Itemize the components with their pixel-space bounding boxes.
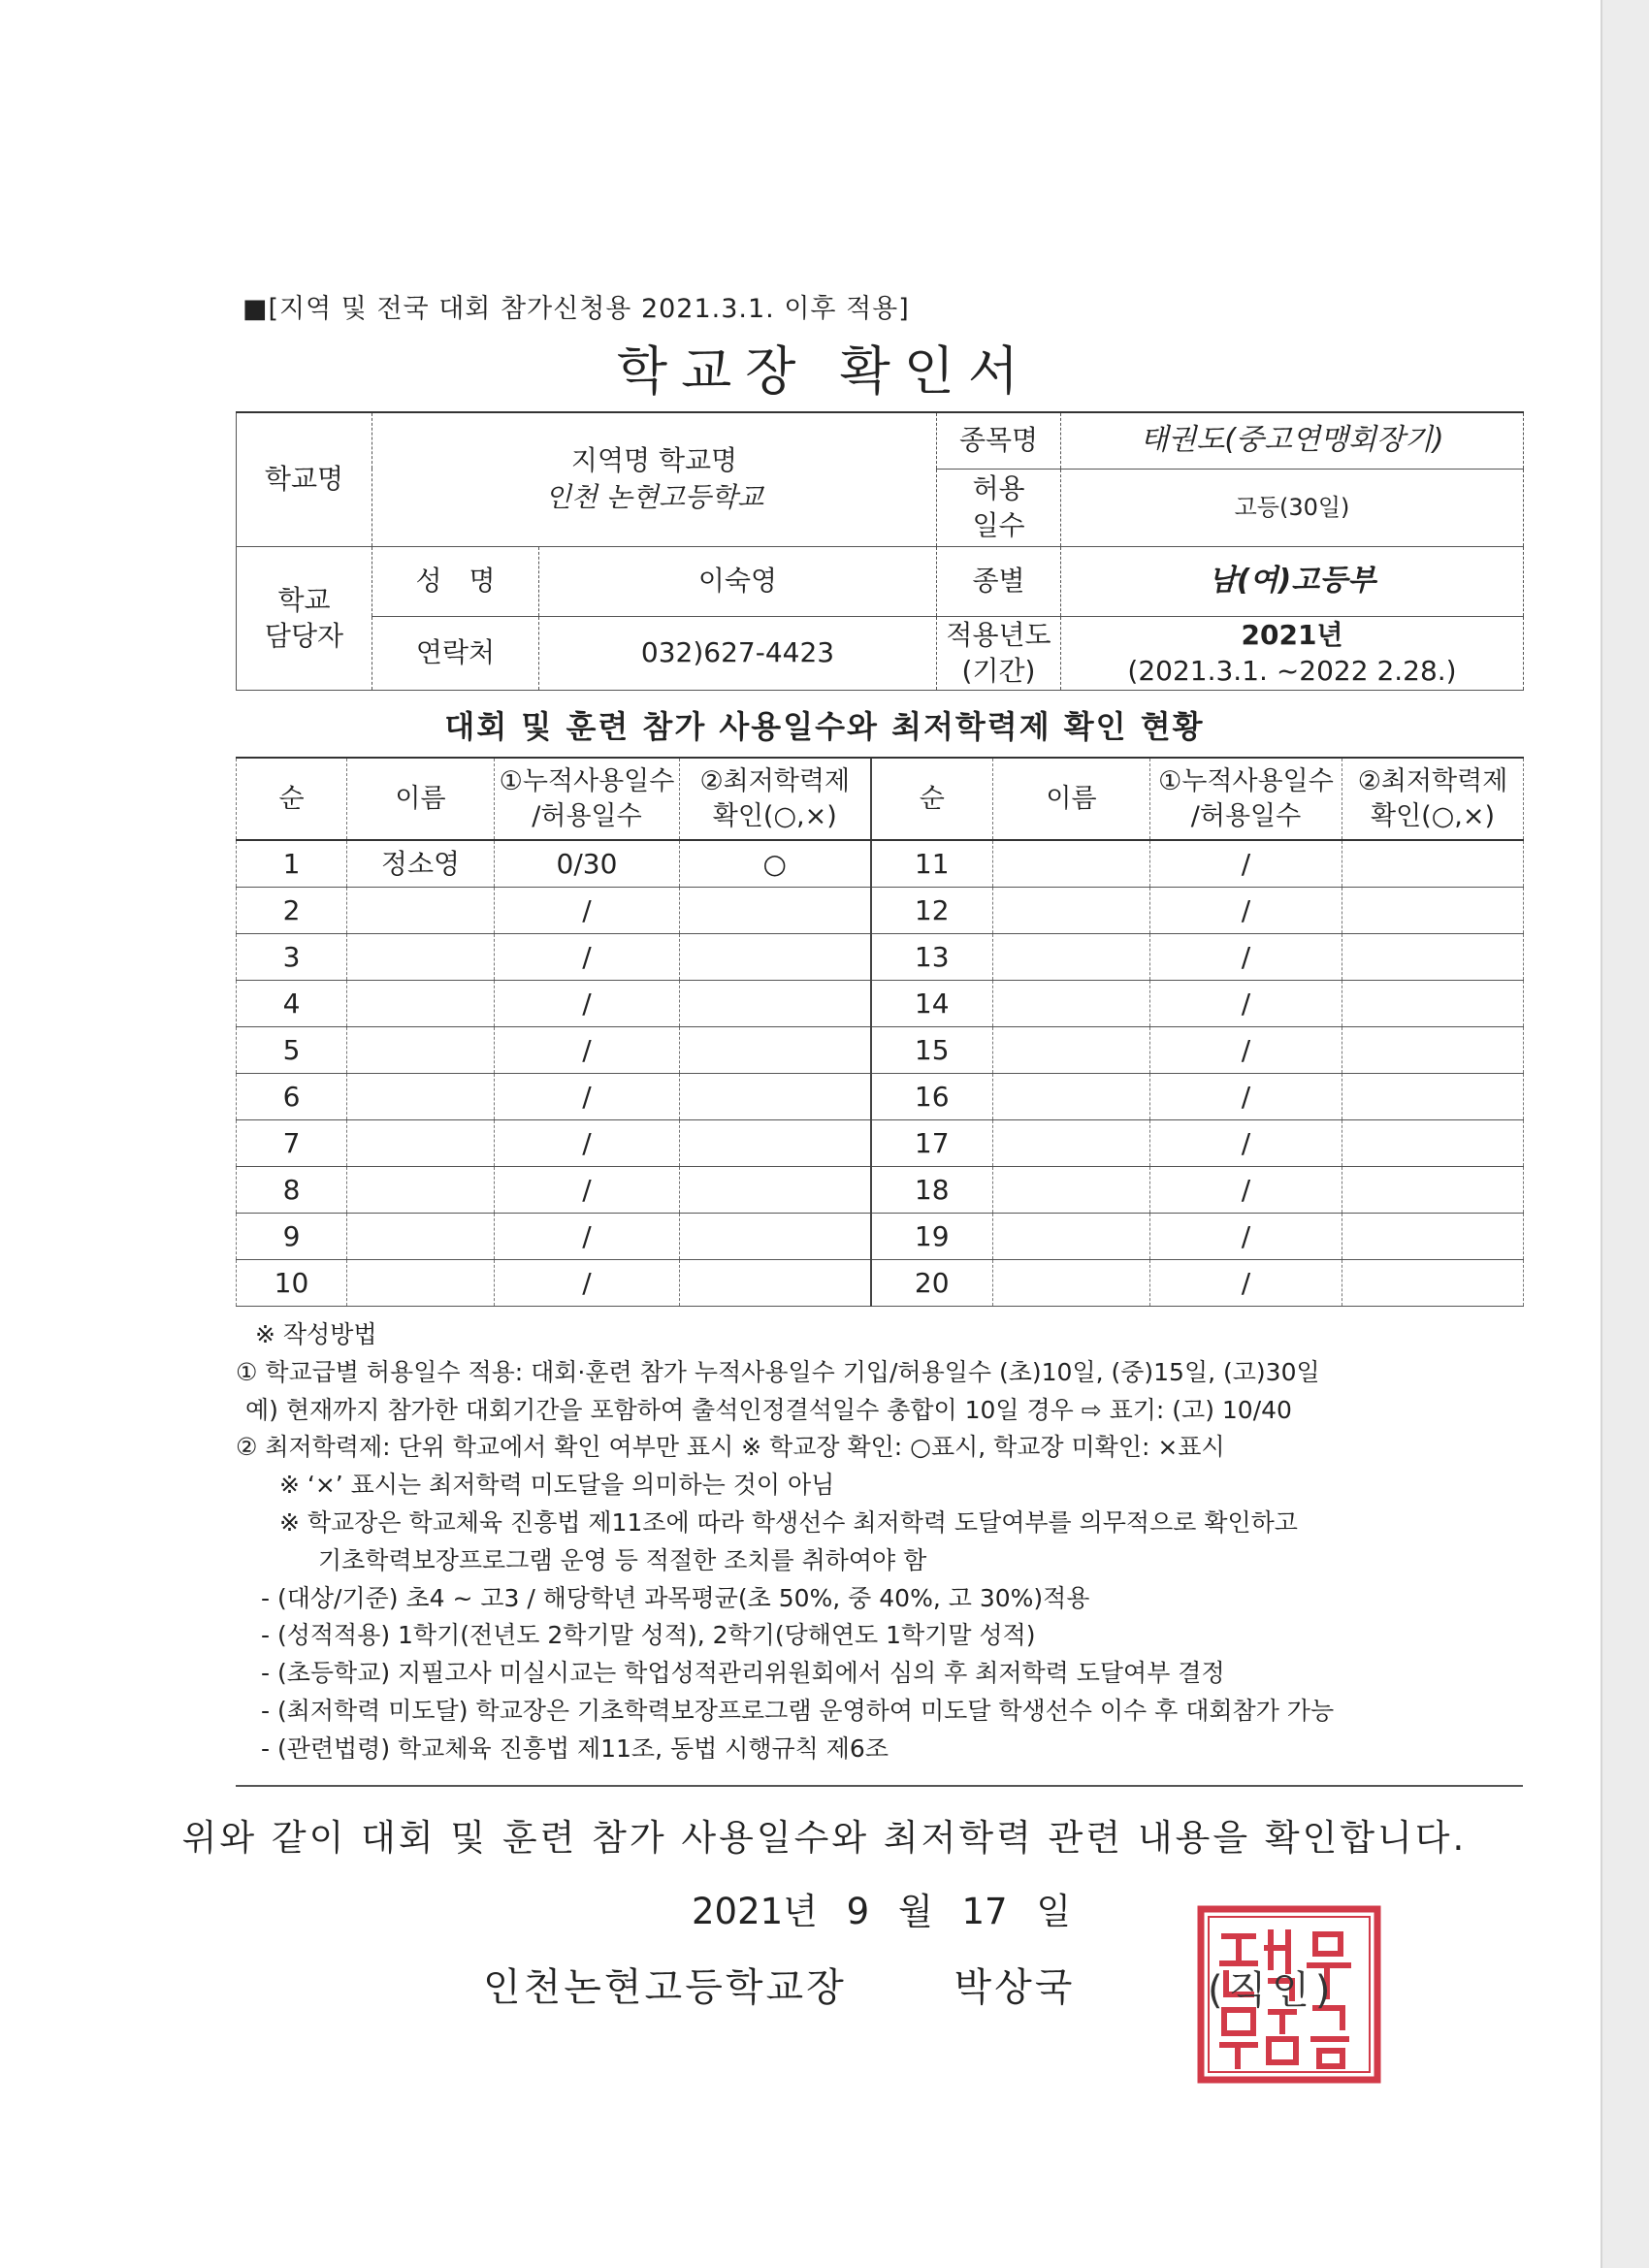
row-min-right	[1342, 840, 1524, 888]
table-row	[237, 1167, 1524, 1214]
issue-date	[692, 1882, 1071, 1934]
date-month: 9	[846, 1891, 870, 1932]
row-min-right	[1342, 1074, 1524, 1120]
row-name-right	[993, 1074, 1150, 1120]
document-title: 학교장 확인서	[616, 340, 1033, 402]
row-name-left	[347, 981, 495, 1027]
table-row	[237, 840, 1524, 888]
header-no-left: 순	[237, 758, 347, 840]
period-value: (2021.3.1. ~2022 2.28.)	[1127, 655, 1457, 688]
notes	[236, 1316, 1526, 1768]
manager-label-1: 학교	[277, 583, 331, 616]
table-row	[237, 1214, 1524, 1260]
header-min-left-2: 확인(○,×)	[712, 800, 837, 831]
confirm-text: 위와 같이 대회 및 훈련 참가 사용일수와 최저학력 관련 내용을 확인합니다.	[181, 1817, 1468, 1859]
row-no-right: 13	[871, 934, 993, 981]
note-item: - (대상/기준) 초4 ~ 고3 / 해당학년 과목평균(초 50%, 중 40%, 고 30%)적용	[261, 1583, 1090, 1612]
row-name-right	[993, 1214, 1150, 1260]
row-days-left: /	[495, 934, 680, 981]
row-name-left	[347, 1120, 495, 1167]
year-value: 2021년	[1241, 618, 1343, 651]
note-item: ※ ‘×’ 표시는 최저학력 미도달을 의미하는 것이 아님	[279, 1471, 835, 1500]
contact-value: 032)627-4423	[539, 616, 937, 691]
row-days-left: /	[495, 1214, 680, 1260]
date-year: 2021년	[692, 1891, 818, 1932]
row-days-right: /	[1150, 888, 1342, 934]
note-item: - (관련법령) 학교체육 진흥법 제11조, 동법 시행규칙 제6조	[261, 1733, 889, 1763]
row-name-left	[347, 1260, 495, 1307]
school-label: 학교명	[237, 412, 372, 546]
row-min-right	[1342, 1214, 1524, 1260]
contact-label: 연락처	[372, 616, 539, 691]
row-days-right: /	[1150, 1167, 1342, 1214]
date-month-unit: 월	[897, 1891, 933, 1932]
year-cell	[1061, 616, 1524, 691]
note-item: ② 최저학력제: 단위 학교에서 확인 여부만 표시 ※ 학교장 확인: ○표시, 학교장 미확인: ×표시	[236, 1433, 1225, 1462]
row-no-left: 1	[237, 840, 347, 888]
school-info-table	[236, 411, 1524, 691]
year-label-2: (기간)	[961, 655, 1036, 688]
name-label: 성 명	[372, 546, 539, 616]
header-min-left	[680, 758, 871, 840]
row-min-left: ○	[680, 840, 871, 888]
row-days-right: /	[1150, 1074, 1342, 1120]
row-name-right	[993, 1027, 1150, 1074]
header-min-right-1: ②최저학력제	[1357, 766, 1508, 797]
row-name-right	[993, 1120, 1150, 1167]
roster-body	[237, 840, 1524, 1307]
row-no-left: 5	[237, 1027, 347, 1074]
category-value: 남(여)고등부	[1061, 546, 1524, 616]
table-row	[237, 1027, 1524, 1074]
row-min-right	[1342, 1260, 1524, 1307]
row-no-right: 19	[871, 1214, 993, 1260]
row-min-left	[680, 1027, 871, 1074]
note-item: ※ 학교장은 학교체육 진흥법 제11조에 따라 학생선수 최저학력 도달여부를 의무적으로 확인하고	[279, 1507, 1298, 1537]
row-days-left: /	[495, 1027, 680, 1074]
year-label-1: 적용년도	[946, 618, 1051, 651]
row-min-left	[680, 1260, 871, 1307]
row-min-left	[680, 888, 871, 934]
row-min-left	[680, 1167, 871, 1214]
header-name-left: 이름	[347, 758, 495, 840]
row-days-left: /	[495, 1074, 680, 1120]
row-min-left	[680, 934, 871, 981]
row-no-left: 2	[237, 888, 347, 934]
note-item: - (최저학력 미도달) 학교장은 기초학력보장프로그램 운영하여 미도달 학생선수 이수 후 대회참가 가능	[261, 1696, 1335, 1725]
row-name-left	[347, 888, 495, 934]
row-name-left	[347, 1027, 495, 1074]
row-min-right	[1342, 934, 1524, 981]
header-days-left	[495, 758, 680, 840]
row-min-left	[680, 1214, 871, 1260]
manager-label	[237, 546, 372, 691]
row-days-right: /	[1150, 1120, 1342, 1167]
seal-label: (직인)	[1208, 1968, 1337, 2013]
note-item: - (초등학교) 지필고사 미실시교는 학업성적관리위원회에서 심의 후 최저학력 도달여부 결정	[261, 1659, 1225, 1688]
category-label: 종별	[937, 546, 1061, 616]
school-value: 인천 논현고등학교	[544, 481, 764, 514]
row-no-left: 10	[237, 1260, 347, 1307]
header-days-right-1: ①누적사용일수	[1158, 766, 1334, 797]
principal-title: 인천논현고등학교장	[483, 1965, 847, 2010]
row-days-right: /	[1150, 981, 1342, 1027]
row-days-right: /	[1150, 840, 1342, 888]
header-name-right: 이름	[993, 758, 1150, 840]
row-name-right	[993, 840, 1150, 888]
row-no-right: 15	[871, 1027, 993, 1074]
allowed-days-label	[937, 469, 1061, 546]
name-value: 이숙영	[539, 546, 937, 616]
principal-line	[483, 1957, 1075, 2012]
table-row	[237, 1074, 1524, 1120]
row-name-left	[347, 1214, 495, 1260]
row-min-left	[680, 1074, 871, 1120]
row-days-right: /	[1150, 934, 1342, 981]
row-min-left	[680, 981, 871, 1027]
row-no-right: 20	[871, 1260, 993, 1307]
row-no-right: 12	[871, 888, 993, 934]
date-day-unit: 일	[1036, 1891, 1072, 1932]
header-no-right: 순	[871, 758, 993, 840]
allowed-days-label-2: 일수	[972, 509, 1025, 541]
row-name-right	[993, 1260, 1150, 1307]
header-min-right	[1342, 758, 1524, 840]
row-days-left: /	[495, 1167, 680, 1214]
row-min-right	[1342, 888, 1524, 934]
allowed-days-label-1: 허용	[972, 472, 1025, 505]
row-name-left	[347, 1074, 495, 1120]
row-name-right	[993, 1167, 1150, 1214]
header-min-right-2: 확인(○,×)	[1371, 800, 1495, 831]
row-no-right: 11	[871, 840, 993, 888]
roster-table	[236, 757, 1524, 1307]
header-days-left-2: /허용일수	[532, 800, 642, 831]
row-name-left: 정소영	[347, 840, 495, 888]
header-days-left-1: ①누적사용일수	[499, 766, 675, 797]
table-row	[237, 1260, 1524, 1307]
row-days-left: /	[495, 981, 680, 1027]
row-days-left: /	[495, 1260, 680, 1307]
row-days-right: /	[1150, 1027, 1342, 1074]
row-no-left: 4	[237, 981, 347, 1027]
event-value: 태권도(중고연맹회장기)	[1061, 412, 1524, 469]
header-days-right	[1150, 758, 1342, 840]
row-name-right	[993, 888, 1150, 934]
row-days-right: /	[1150, 1214, 1342, 1260]
year-label	[937, 616, 1061, 691]
table-row	[237, 981, 1524, 1027]
row-no-right: 18	[871, 1167, 993, 1214]
row-name-left	[347, 1167, 495, 1214]
row-no-left: 6	[237, 1074, 347, 1120]
date-day: 17	[961, 1891, 1008, 1932]
row-no-left: 3	[237, 934, 347, 981]
school-region-label: 지역명 학교명	[570, 444, 738, 477]
row-no-left: 7	[237, 1120, 347, 1167]
row-name-right	[993, 981, 1150, 1027]
row-name-right	[993, 934, 1150, 981]
row-min-right	[1342, 1167, 1524, 1214]
roster-header-row	[237, 758, 1524, 840]
event-label: 종목명	[937, 412, 1061, 469]
row-name-left	[347, 934, 495, 981]
section-title: 대회 및 훈련 참가 사용일수와 최저학력제 확인 현황	[444, 708, 1205, 745]
header-days-right-2: /허용일수	[1190, 800, 1302, 831]
row-min-right	[1342, 1120, 1524, 1167]
note-item: ① 학교급별 허용일수 적용: 대회·훈련 참가 누적사용일수 기입/허용일수 (초)10일, (중)15일, (고)30일	[236, 1357, 1320, 1386]
note-heading: ※ 작성방법	[255, 1320, 377, 1348]
manager-label-2: 담당자	[264, 620, 344, 653]
school-cell	[372, 412, 937, 546]
row-min-right	[1342, 981, 1524, 1027]
note-item: 기초학력보장프로그램 운영 등 적절한 조치를 취하여야 함	[318, 1545, 927, 1574]
table-row	[237, 1120, 1524, 1167]
row-no-left: 9	[237, 1214, 347, 1260]
row-min-left	[680, 1120, 871, 1167]
table-row	[237, 934, 1524, 981]
row-min-right	[1342, 1027, 1524, 1074]
header-min-left-1: ②최저학력제	[699, 766, 851, 797]
row-days-left: 0/30	[495, 840, 680, 888]
principal-name: 박상국	[954, 1965, 1076, 2010]
header-note: ■[지역 및 전국 대회 참가신청용 2021.3.1. 이후 적용]	[242, 294, 910, 324]
row-days-right: /	[1150, 1260, 1342, 1307]
row-no-right: 16	[871, 1074, 993, 1120]
note-item: - (성적적용) 1학기(전년도 2학기말 성적), 2학기(당해연도 1학기말 성적)	[261, 1621, 1036, 1650]
row-no-left: 8	[237, 1167, 347, 1214]
note-item: 예) 현재까지 참가한 대회기간을 포함하여 출석인정결석일수 총합이 10일 경우 ⇨ 표기: (고) 10/40	[245, 1395, 1292, 1424]
row-days-left: /	[495, 888, 680, 934]
table-row	[237, 888, 1524, 934]
row-no-right: 14	[871, 981, 993, 1027]
divider	[236, 1785, 1523, 1787]
row-no-right: 17	[871, 1120, 993, 1167]
allowed-days-value: 고등(30일)	[1061, 469, 1524, 546]
row-days-left: /	[495, 1120, 680, 1167]
